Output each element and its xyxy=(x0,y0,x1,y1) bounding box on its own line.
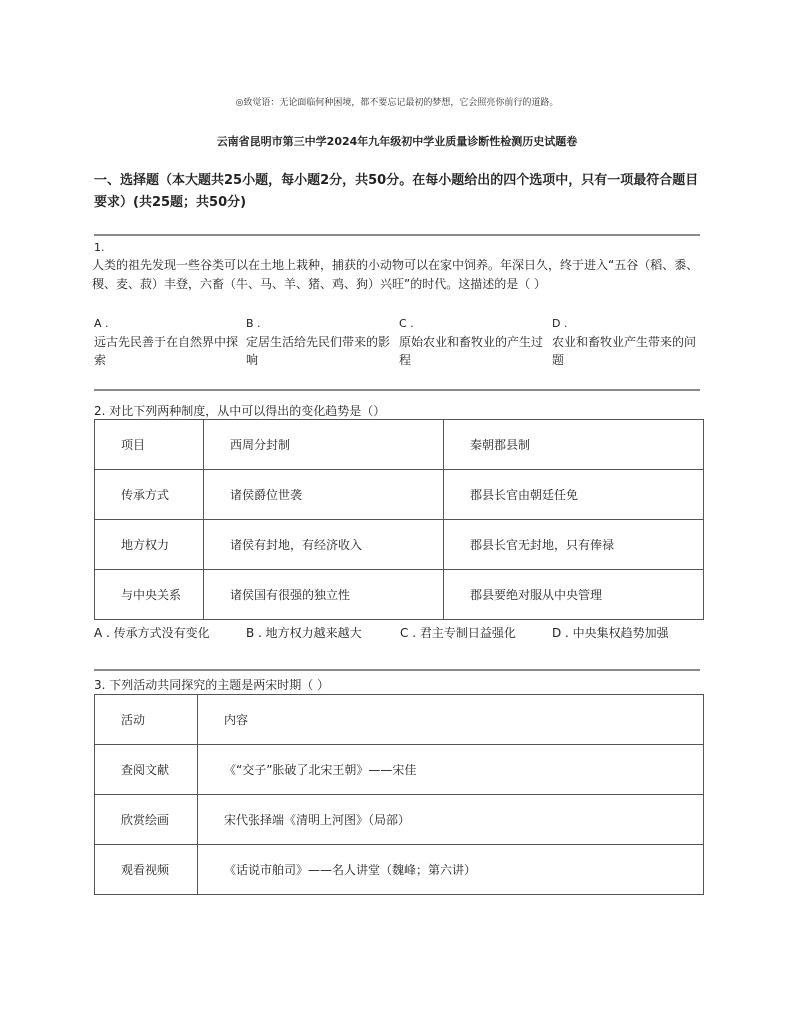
table-cell: 秦朝郡县制 xyxy=(444,420,704,470)
table-row xyxy=(95,470,704,520)
q1-number: 1. xyxy=(94,241,105,254)
table-cell: 郡县长官无封地，只有俸禄 xyxy=(444,520,704,570)
exam-title: 云南省昆明市第三中学2024年九年级初中学业质量诊断性检测历史试题卷 xyxy=(216,135,578,148)
q2-text: 2. 对比下列两种制度，从中可以得出的变化趋势是（） xyxy=(94,404,386,418)
table-row xyxy=(95,570,704,620)
table-row xyxy=(95,695,704,745)
q2-option-b[interactable]: B . 地方权力越来越大 xyxy=(246,626,362,640)
q1-text: 人类的祖先发现一些谷类可以在土地上栽种，捕获的小动物可以在家中饲养。年深日久，终于进入“五谷（稻、黍、稷、麦、菽）丰登，六畜（牛、马、羊、猪、鸡、狗）兴旺”的时代。这描述的是（ ） xyxy=(92,258,699,291)
q3-table xyxy=(94,694,704,895)
table-row xyxy=(95,520,704,570)
motto: ◎致觉语：无论面临何种困境，都不要忘记最初的梦想，它会照亮你前行的道路。 xyxy=(235,98,559,108)
section-heading: 一、选择题（本大题共25小题，每小题2分，共50分。在每小题给出的四个选项中，只有一项最符合题目要求）(共25题；共50分) xyxy=(94,173,699,210)
q2-answers xyxy=(94,624,714,641)
option-letter: B . xyxy=(246,317,261,330)
table-cell: 诸侯国有很强的独立性 xyxy=(204,570,444,620)
q1-option-a[interactable] xyxy=(94,315,246,369)
table-cell: 查阅文献 xyxy=(95,745,198,795)
option-text: 远古先民善于在自然界中探索 xyxy=(94,335,239,367)
table-cell: 欣赏绘画 xyxy=(95,795,198,845)
q1-option-d[interactable] xyxy=(552,315,704,369)
table-cell: 地方权力 xyxy=(95,520,204,570)
option-letter: D . xyxy=(552,317,568,330)
q2-table xyxy=(94,419,704,620)
option-letter: C . xyxy=(399,317,414,330)
divider xyxy=(94,389,700,391)
table-cell: 传承方式 xyxy=(95,470,204,520)
table-cell: 郡县要绝对服从中央管理 xyxy=(444,570,704,620)
option-letter: A . xyxy=(94,317,109,330)
table-cell: 观看视频 xyxy=(95,845,198,895)
table-cell: 《“交子”胀破了北宋王朝》——宋佳 xyxy=(198,745,704,795)
table-cell: 诸侯有封地，有经济收入 xyxy=(204,520,444,570)
q2-option-a[interactable]: A . 传承方式没有变化 xyxy=(94,626,210,640)
divider xyxy=(94,234,700,236)
table-cell: 诸侯爵位世袭 xyxy=(204,470,444,520)
table-cell: 内容 xyxy=(198,695,704,745)
table-row xyxy=(95,795,704,845)
q3-text: 3. 下列活动共同探究的主题是两宋时期（ ） xyxy=(94,678,330,692)
table-row xyxy=(95,420,704,470)
option-text: 农业和畜牧业产生带来的问题 xyxy=(552,335,697,367)
table-cell: 活动 xyxy=(95,695,198,745)
divider xyxy=(94,669,700,671)
q2-option-d[interactable]: D . 中央集权趋势加强 xyxy=(552,626,669,640)
table-cell: 宋代张择端《清明上河图》（局部） xyxy=(198,795,704,845)
q2-option-c[interactable]: C . 君主专制日益强化 xyxy=(400,626,516,640)
option-text: 原始农业和畜牧业的产生过程 xyxy=(399,335,544,367)
table-cell: 《话说市舶司》——名人讲堂（魏峰；第六讲） xyxy=(198,845,704,895)
table-row xyxy=(95,845,704,895)
table-cell: 郡县长官由朝廷任免 xyxy=(444,470,704,520)
table-row xyxy=(95,745,704,795)
q1-option-c[interactable] xyxy=(399,315,551,369)
q1-option-b[interactable] xyxy=(246,315,398,369)
table-cell: 西周分封制 xyxy=(204,420,444,470)
table-cell: 项目 xyxy=(95,420,204,470)
option-text: 定居生活给先民们带来的影响 xyxy=(246,335,391,367)
table-cell: 与中央关系 xyxy=(95,570,204,620)
